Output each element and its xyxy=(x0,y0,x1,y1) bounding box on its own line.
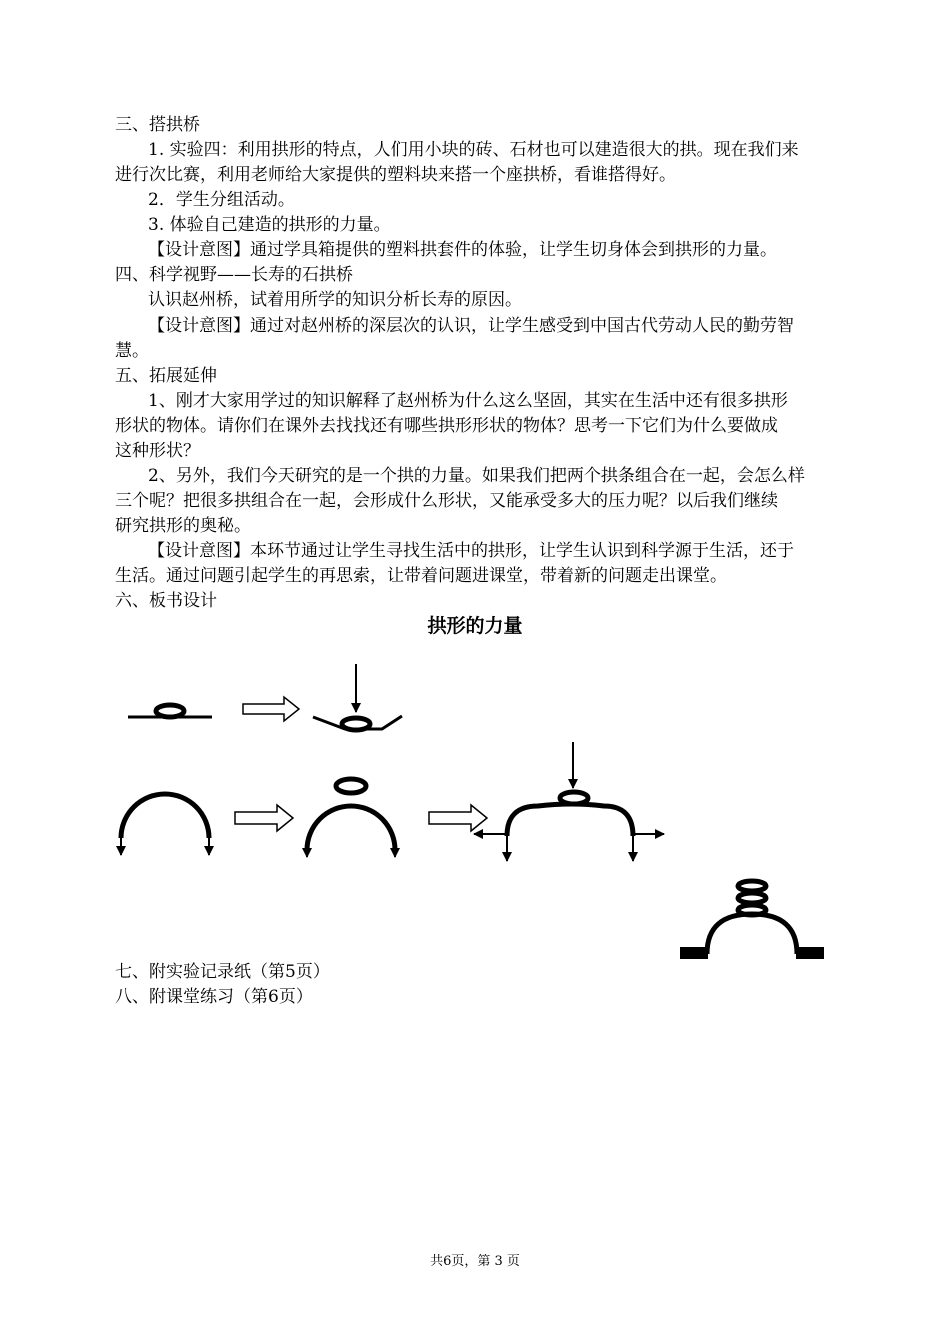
section-5-paragraph-2: 2、另外，我们今天研究的是一个拱的力量。如果我们把两个拱条组合在一起，会怎么样 xyxy=(148,466,805,486)
section-5-paragraph-2-end: 研究拱形的奥秘。 xyxy=(115,516,251,536)
section-3-design-intent: 【设计意图】通过学具箱提供的塑料拱套件的体验，让学生切身体会到拱形的力量。 xyxy=(148,240,777,260)
section-5-paragraph-2-cont: 三个呢？把很多拱组合在一起，会形成什么形状，又能承受多大的压力呢？以后我们继续 xyxy=(115,491,778,511)
section-4-heading: 四、科学视野——长寿的石拱桥 xyxy=(115,265,353,285)
section-4-design-intent-cont: 慧。 xyxy=(115,341,149,361)
section-3-paragraph-2: 2．学生分组活动。 xyxy=(148,190,295,210)
section-4-design-intent: 【设计意图】通过对赵州桥的深层次的认识，让学生感受到中国古代劳动人民的勤劳智 xyxy=(148,316,794,336)
section-5-paragraph-1-cont: 形状的物体。请你们在课外去找找还有哪些拱形形状的物体？思考一下它们为什么要做成 xyxy=(115,416,778,436)
arch-figure-stacked xyxy=(680,881,824,959)
section-4-paragraph: 认识赵州桥，试着用所学的知识分析长寿的原因。 xyxy=(148,290,522,310)
section-5-design-intent-cont: 生活。通过问题引起学生的再思索，让带着问题进课堂，带着新的问题走出课堂。 xyxy=(115,566,727,586)
section-7-heading: 七、附实验记录纸（第5页） xyxy=(115,962,330,982)
page-footer: 共6页，第 3 页 xyxy=(430,1254,520,1269)
hollow-arrow-1 xyxy=(243,697,299,721)
arch-figure-1 xyxy=(121,794,209,855)
section-6-heading: 六、板书设计 xyxy=(115,591,217,611)
section-3-paragraph-1: 1. 实验四：利用拱形的特点，人们用小块的砖、石材也可以建造很大的拱。现在我们来 xyxy=(148,140,799,160)
section-5-paragraph-1: 1、刚才大家用学过的知识解释了赵州桥为什么这么坚固，其实在生活中还有很多拱形 xyxy=(148,391,788,411)
flat-strip-figure xyxy=(128,705,212,717)
arch-force-diagram xyxy=(0,640,950,980)
section-3-paragraph-1-cont: 进行次比赛，利用老师给大家提供的塑料块来搭一个座拱桥，看谁搭得好。 xyxy=(115,165,676,185)
hollow-arrow-2 xyxy=(235,805,293,831)
section-5-heading: 五、拓展延伸 xyxy=(115,366,217,386)
section-3-paragraph-3: 3. 体验自己建造的拱形的力量。 xyxy=(148,215,391,235)
section-3-heading: 三、搭拱桥 xyxy=(115,115,200,135)
board-title: 拱形的力量 xyxy=(427,615,523,637)
arch-figure-2 xyxy=(307,779,395,857)
hollow-arrow-3 xyxy=(429,805,487,831)
section-5-design-intent: 【设计意图】本环节通过让学生寻找生活中的拱形，让学生认识到科学源于生活，还于 xyxy=(148,541,794,561)
section-8-heading: 八、附课堂练习（第6页） xyxy=(115,987,313,1007)
arch-figure-3 xyxy=(474,742,664,861)
bent-strip-figure xyxy=(313,664,402,730)
section-5-paragraph-1-end: 这种形状？ xyxy=(115,441,200,461)
